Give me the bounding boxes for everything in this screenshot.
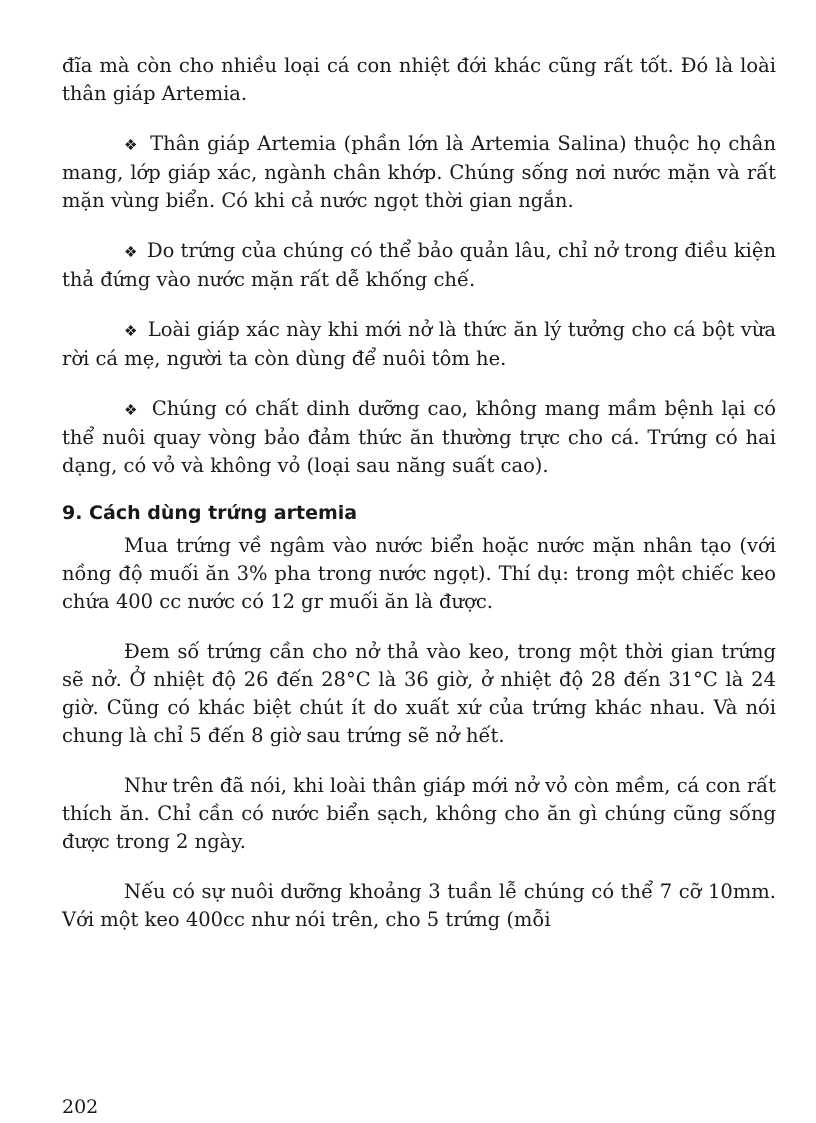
bullet-paragraph-1: ❖ Thân giáp Artemia (phần lớn là Artemia Salina) thuộc họ chân mang, lớp giáp xác, ngành chân khớp. Chúng sống nơi nước mặn và rất mặn vùng biển. Có khi cả nước ngọt thời gian ngắn. bbox=[62, 130, 776, 215]
bullet-paragraph-4: ❖ Chúng có chất dinh dưỡng cao, không mang mầm bệnh lại có thể nuôi quay vòng bảo đảm thức ăn thường trực cho cá. Trứng có hai dạng, có vỏ và không vỏ (loại sau năng suất cao). bbox=[62, 395, 776, 480]
paragraph-5: Mua trứng về ngâm vào nước biển hoặc nước mặn nhân tạo (với nồng độ muối ăn 3% pha trong nước ngọt). Thí dụ: trong một chiếc keo chứa 400 cc nước có 12 gr muối ăn là được. bbox=[62, 534, 776, 613]
paragraph-continuation: đĩa mà còn cho nhiều loại cá con nhiệt đới khác cũng rất tốt. Đó là loài thân giáp Artemia. bbox=[62, 54, 776, 105]
bullet-paragraph-3: ❖ Loài giáp xác này khi mới nở là thức ăn lý tưởng cho cá bột vừa rời cá mẹ, người ta còn dùng để nuôi tôm he. bbox=[62, 316, 776, 373]
page-number: 202 bbox=[62, 1096, 99, 1118]
paragraph-8: Nếu có sự nuôi dưỡng khoảng 3 tuần lễ chúng có thể 7 cỡ 10mm. Với một keo 400cc như nói trên, cho 5 trứng (mỗi bbox=[62, 880, 776, 931]
paragraph-6: Đem số trứng cần cho nở thả vào keo, trong một thời gian trứng sẽ nở. Ở nhiệt độ 26 đến 28°C là 36 giờ, ở nhiệt độ 28 đến 31°C là 24 giờ. Cũng có khác biệt chút ít do xuất xứ của trứng khác nhau. Và nói chung là chỉ 5 đến 8 giờ sau trứng sẽ nở hết. bbox=[62, 640, 776, 747]
bullet-paragraph-2: ❖ Do trứng của chúng có thể bảo quản lâu, chỉ nở trong điều kiện thả đứng vào nước mặn rất dễ khống chế. bbox=[62, 237, 776, 294]
paragraph-7: Như trên đã nói, khi loài thân giáp mới nở vỏ còn mềm, cá con rất thích ăn. Chỉ cần có nước biển sạch, không cho ăn gì chúng cũng sống được trong 2 ngày. bbox=[62, 774, 776, 853]
page-body bbox=[62, 52, 776, 956]
section-heading: 9. Cách dùng trứng artemia bbox=[62, 502, 358, 524]
